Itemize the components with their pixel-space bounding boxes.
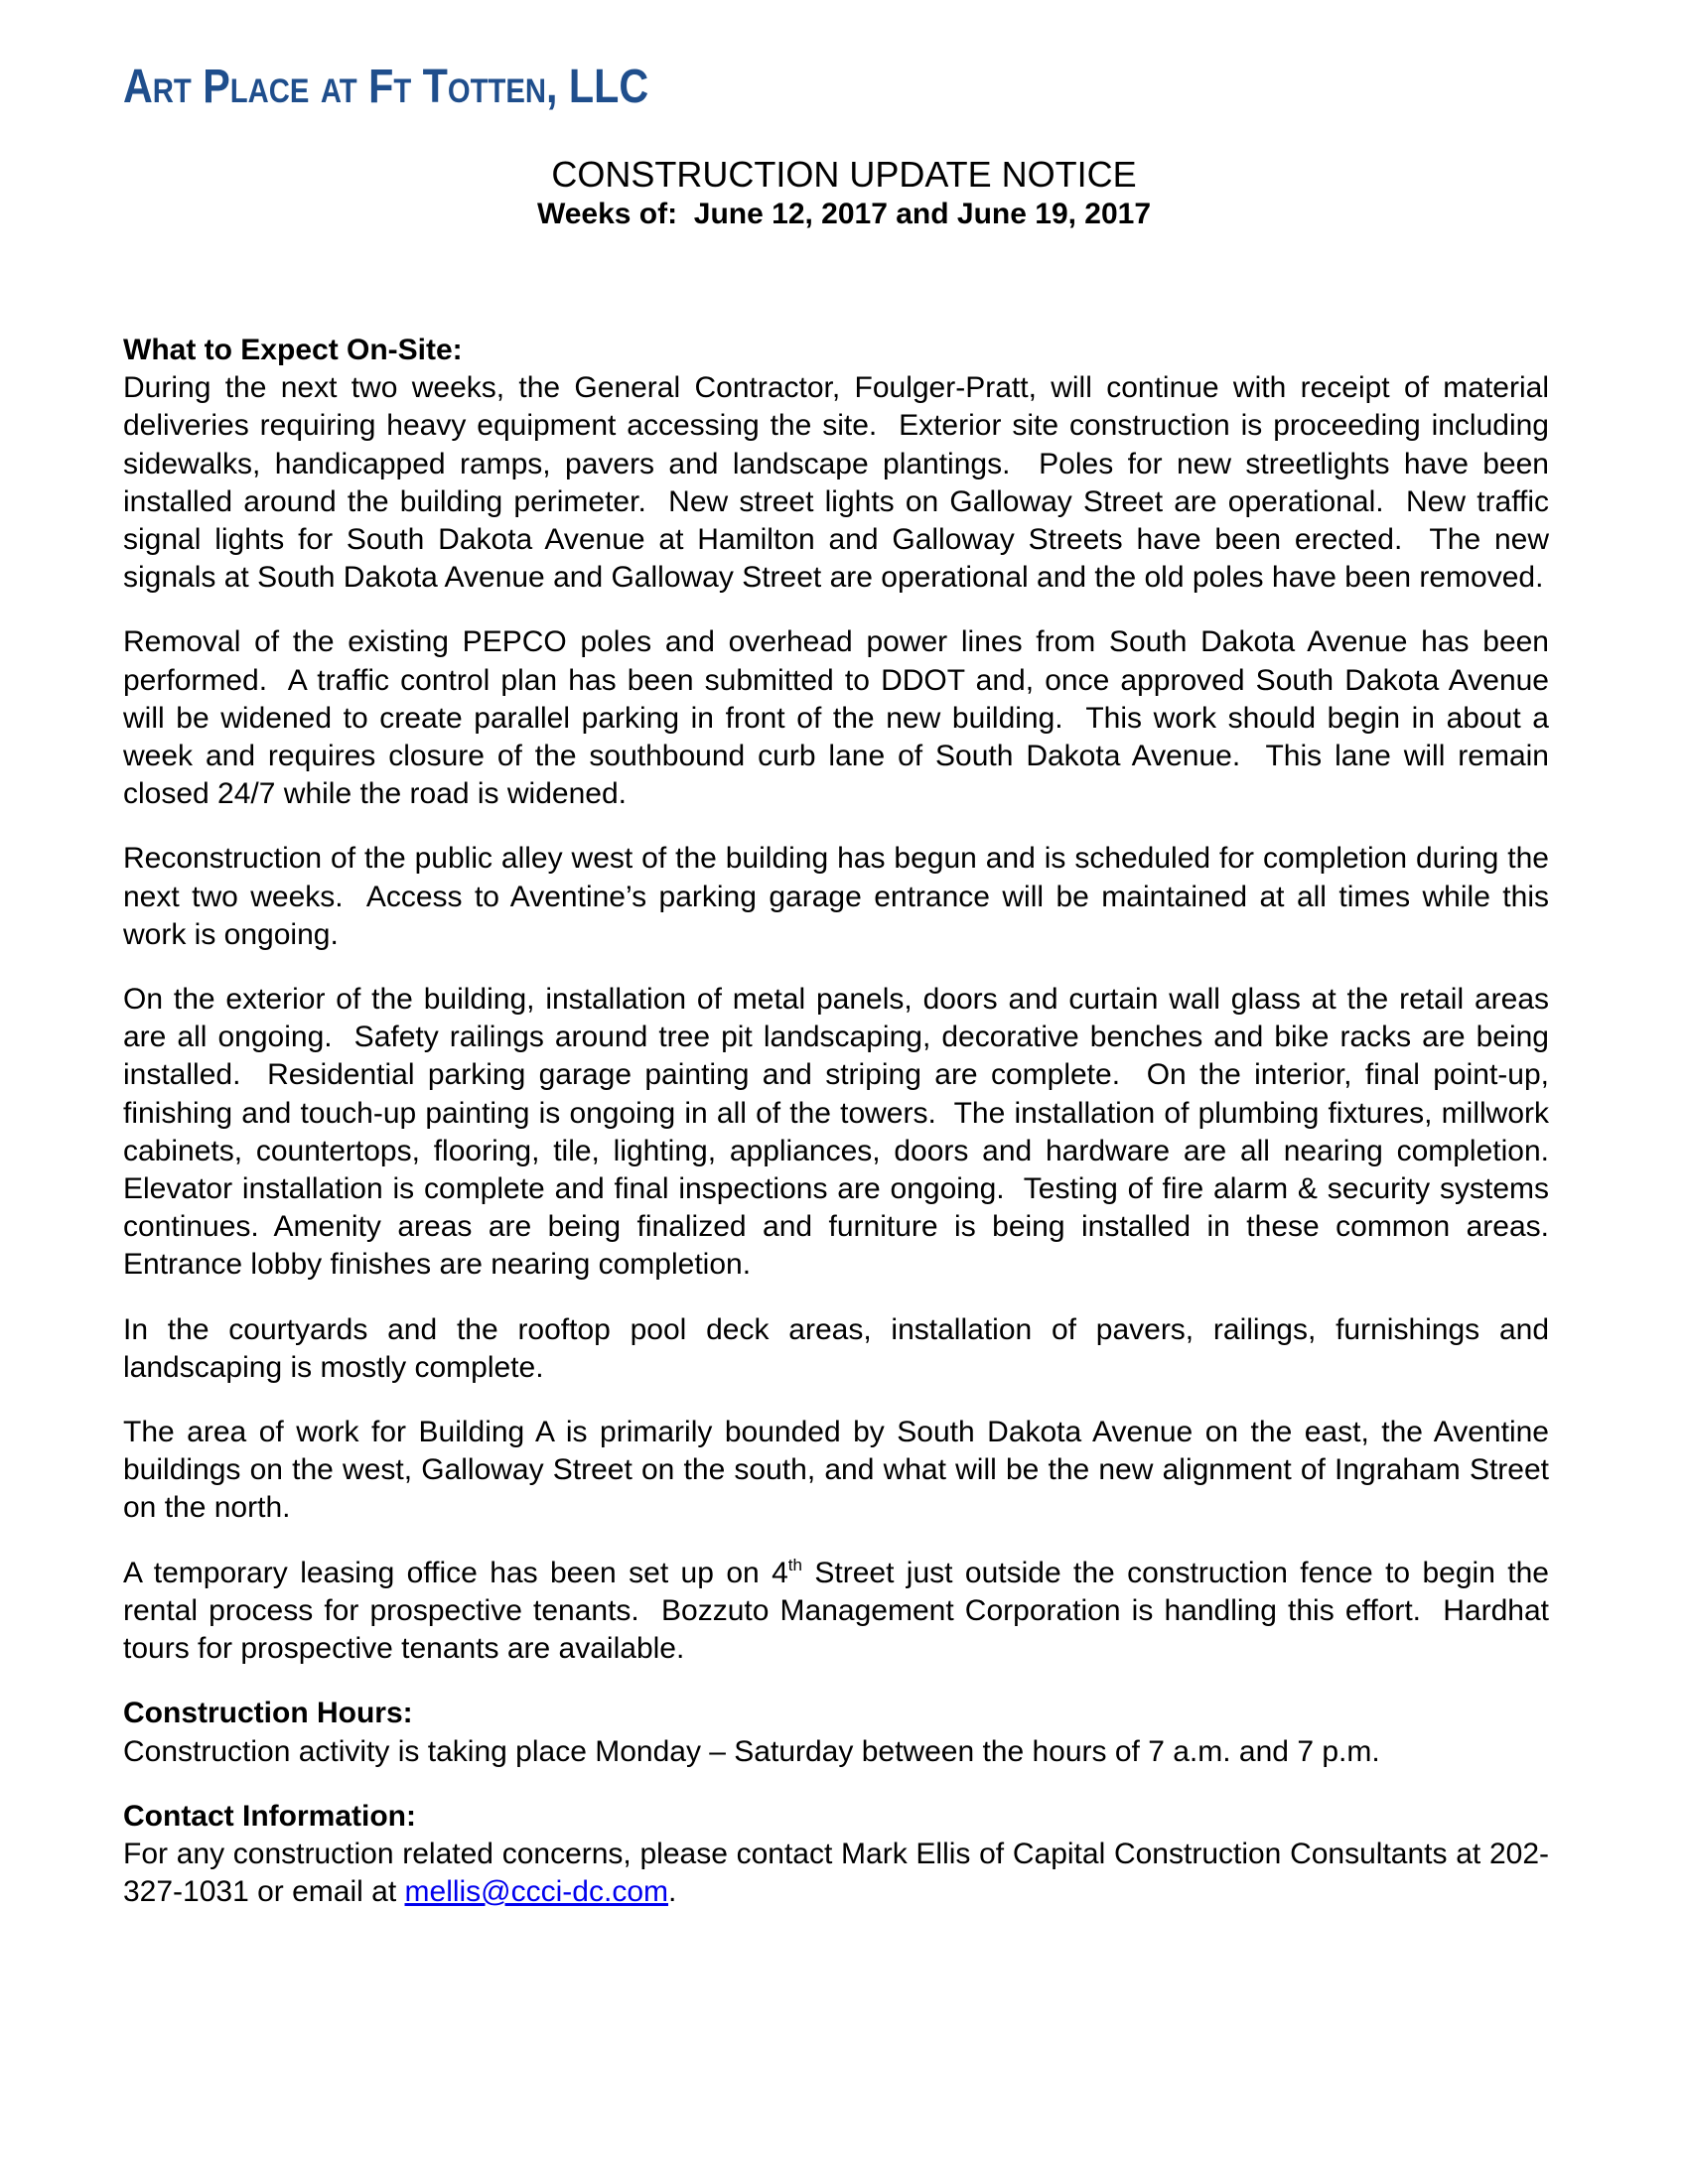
- paragraph-leasing-office: [123, 1555, 1558, 1669]
- leasing-text-before: A temporary leasing office has been set up on 4: [123, 1556, 788, 1589]
- leasing-text-after: Street just outside the construction fence to begin the rental process for prospective tenants. Bozzuto Management Corporation is handling this effort. Hardhat tours for prospective tenants are available.: [123, 1556, 1558, 1666]
- paragraph-hours: Construction activity is taking place Monday – Saturday between the hours of 7 a.m. and 7 p.m.: [123, 1734, 1380, 1768]
- document-body: [123, 332, 1566, 1938]
- section-contact: [123, 1798, 1549, 1912]
- paragraph-contact: [123, 1836, 1549, 1911]
- section-heading-hours: Construction Hours:: [123, 1697, 413, 1730]
- section-hours: [123, 1695, 1549, 1770]
- paragraph-work-area-bounds: The area of work for Building A is primarily bounded by South Dakota Avenue on the east, the Aventine buildings on the west, Galloway Street on the south, and what will be the new alignment of Ingraham Street on the north.: [123, 1416, 1558, 1525]
- notice-weeks: Weeks of: June 12, 2017 and June 19, 2017: [536, 198, 1152, 230]
- section-on-site: [123, 332, 1566, 1668]
- paragraph-alley-reconstruction: Reconstruction of the public alley west of the building has begun and is scheduled for completion during the next two weeks. Access to Aventine’s parking garage entrance will be maintained at all times while this work is ongoing.: [123, 842, 1558, 951]
- contact-text-end: .: [668, 1875, 677, 1909]
- contact-text: For any construction related concerns, please contact Mark Ellis of Capital Construction Consultants at 202-327-1031 or email at: [123, 1837, 1549, 1909]
- section-heading-contact: Contact Information:: [123, 1799, 416, 1833]
- ordinal-suffix: th: [787, 1555, 802, 1574]
- email-link[interactable]: mellis@ccci-dc.com: [404, 1875, 668, 1909]
- section-heading-on-site: What to Expect On-Site:: [123, 334, 463, 366]
- paragraph-site-work: During the next two weeks, the General Contractor, Foulger-Pratt, will continue with receipt of material deliveries requiring heavy equipment accessing the site. Exterior site construction is proceeding including sidewalks, handicapped ramps, pavers and landscape plantings. Poles for new streetlights have been installed around the building perimeter. New street lights on Galloway Street are operational. New traffic signal lights for South Dakota Avenue at Hamilton and Galloway Streets have been erected. The new signals at South Dakota Avenue and Galloway Street are operational and the old poles have been removed.: [123, 371, 1558, 595]
- company-name: Art Place at Ft Totten, LLC: [123, 61, 649, 113]
- paragraph-pepco-removal: Removal of the existing PEPCO poles and overhead power lines from South Dakota Avenue has been performed. A traffic control plan has been submitted to DDOT and, once approved South Dakota Avenue will be widened to create parallel parking in front of the new building. This work should begin in about a week and requires closure of the southbound curb lane of South Dakota Avenue. This lane will remain closed 24/7 while the road is widened.: [123, 625, 1558, 811]
- notice-title: CONSTRUCTION UPDATE NOTICE: [551, 154, 1137, 195]
- notice-title-block: [0, 154, 1688, 233]
- paragraph-courtyards: In the courtyards and the rooftop pool deck areas, installation of pavers, railings, furnishings and landscaping is mostly complete.: [123, 1312, 1558, 1384]
- paragraph-building-exterior-interior: On the exterior of the building, installation of metal panels, doors and curtain wall glass at the retail areas are all ongoing. Safety railings around tree pit landscaping, decorative benches and bike racks are being installed. Residential parking garage painting and striping are complete. On the interior, final point-up, finishing and touch-up painting is ongoing in all of the towers. The installation of plumbing fixtures, millwork cabinets, countertops, flooring, tile, lighting, appliances, doors and hardware are all nearing completion. Elevator installation is complete and final inspections are ongoing. Testing of fire alarm & security systems continues. Amenity areas are being finalized and furniture is being installed in these common areas. Entrance lobby finishes are nearing completion.: [123, 983, 1566, 1282]
